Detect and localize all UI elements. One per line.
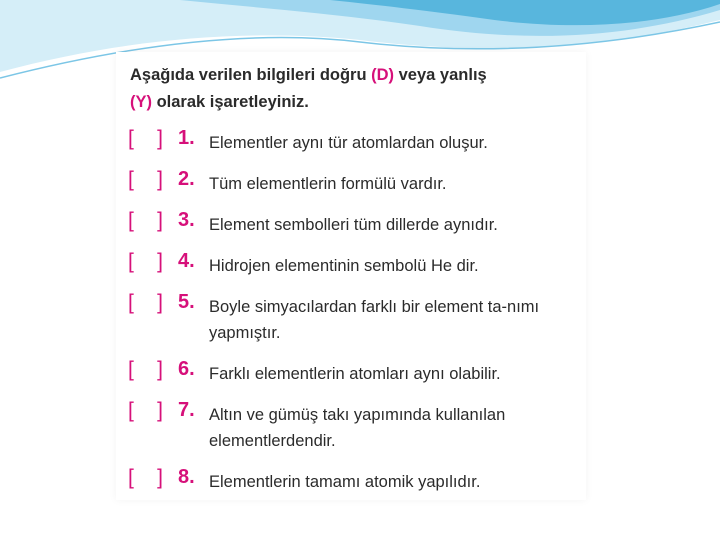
answer-bracket-3[interactable]: [ ] [128, 209, 164, 232]
answer-bracket-5[interactable]: [ ] [128, 291, 164, 314]
question-number-3: 3. [178, 209, 195, 231]
answer-bracket-1[interactable]: [ ] [128, 127, 164, 150]
question-number-1: 1. [178, 127, 195, 149]
question-text-2: Tüm elementlerin formülü vardır. [209, 175, 447, 193]
instruction-heading [130, 62, 580, 116]
heading-text-1: Aşağıda verilen bilgileri doğru [130, 66, 372, 84]
question-number-6: 6. [178, 358, 195, 380]
answer-bracket-4[interactable]: [ ] [128, 250, 164, 273]
worksheet-card [116, 52, 586, 500]
question-number-7: 7. [178, 399, 195, 421]
answer-bracket-6[interactable]: [ ] [128, 358, 164, 381]
question-number-5: 5. [178, 291, 195, 313]
question-text-4: Hidrojen elementinin sembolü He dir. [209, 257, 479, 275]
question-text-7: Altın ve gümüş takı yapımında kullanılan elementlerdendir. [209, 406, 506, 450]
answer-bracket-8[interactable]: [ ] [128, 466, 164, 489]
question-text-1: Elementler aynı tür atomlardan oluşur. [209, 134, 488, 152]
question-text-6: Farklı elementlerin atomları aynı olabilir. [209, 365, 501, 383]
question-text-5: Boyle simyacılardan farklı bir element ta-nımı yapmıştır. [209, 298, 540, 342]
question-text-3: Element sembolleri tüm dillerde aynıdır. [209, 216, 498, 234]
answer-bracket-7[interactable]: [ ] [128, 399, 164, 422]
heading-text-2: veya yanlış [394, 66, 487, 84]
heading-text-3: olarak işaretleyiniz. [152, 93, 309, 111]
question-number-4: 4. [178, 250, 195, 272]
question-text-8: Elementlerin tamamı atomik yapılıdır. [209, 473, 481, 491]
answer-bracket-2[interactable]: [ ] [128, 168, 164, 191]
false-label: (Y) [130, 93, 152, 111]
question-number-2: 2. [178, 168, 195, 190]
question-number-8: 8. [178, 466, 195, 488]
true-label: (D) [371, 66, 395, 84]
